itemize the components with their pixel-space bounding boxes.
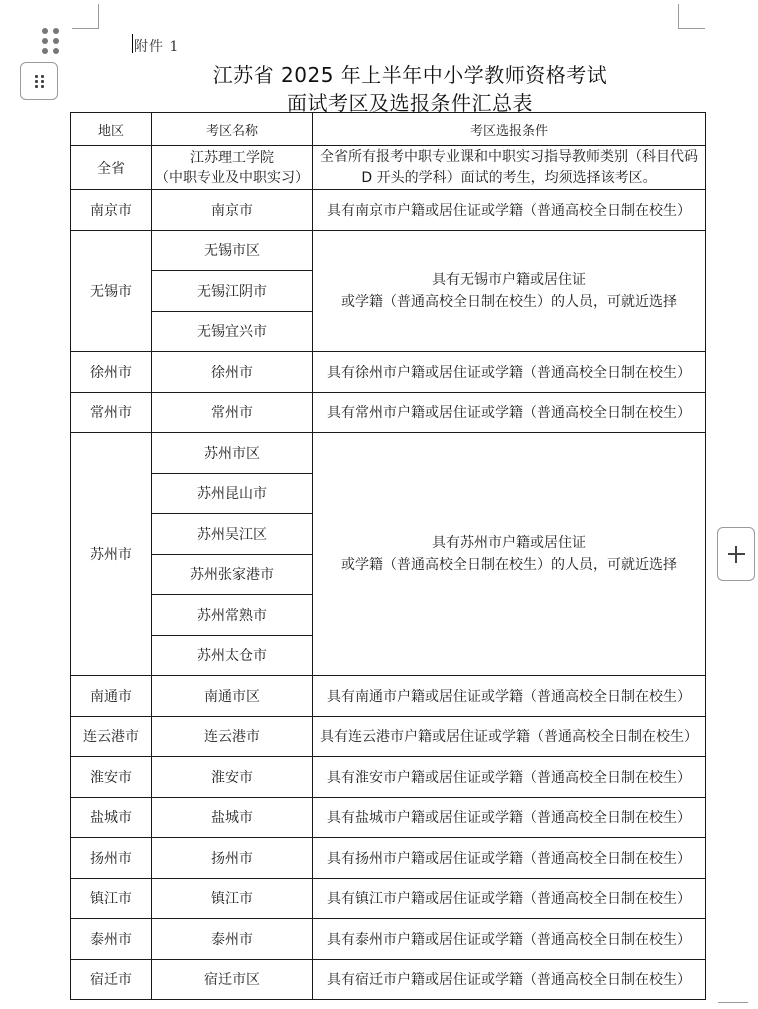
venue-cell: 苏州常熟市	[152, 595, 313, 636]
table-row-xuzhou	[71, 352, 706, 393]
venue-cell: 无锡江阴市	[152, 271, 313, 312]
condition-cell: 具有常州市户籍或居住证或学籍（普通高校全日制在校生）	[313, 392, 706, 433]
venue-cell: 无锡宜兴市	[152, 311, 313, 352]
region-cell: 连云港市	[71, 716, 152, 757]
crop-mark-top-right	[678, 4, 705, 29]
venue-cell: 苏州太仓市	[152, 635, 313, 676]
region-cell: 南京市	[71, 190, 152, 231]
condition-note-line: D 开头的学科）面试的考生，均须选择该考区。	[361, 169, 657, 186]
condition-cell: 具有宿迁市户籍或居住证或学籍（普通高校全日制在校生）	[313, 959, 706, 1000]
venue-cell: 扬州市	[152, 838, 313, 879]
header-venue: 考区名称	[152, 113, 313, 146]
venue-cell: 镇江市	[152, 878, 313, 919]
attachment-label: 附件 1	[134, 39, 180, 55]
document-title-line-2: 面试考区及选报条件汇总表	[287, 91, 533, 115]
venue-cell: 苏州市区	[152, 433, 313, 474]
text-cursor	[132, 34, 133, 53]
venue-cell: 苏州张家港市	[152, 554, 313, 595]
venue-cell: 宿迁市区	[152, 959, 313, 1000]
region-cell: 徐州市	[71, 352, 152, 393]
region-cell: 宿迁市	[71, 959, 152, 1000]
crop-mark-bottom-right	[718, 1002, 748, 1007]
region-cell: 扬州市	[71, 838, 152, 879]
region-cell: 苏州市	[71, 433, 152, 676]
table-row	[71, 919, 706, 960]
region-cell: 南通市	[71, 676, 152, 717]
table-row-changzhou	[71, 392, 706, 433]
condition-cell: 具有连云港市户籍或居住证或学籍（普通高校全日制在校生）	[313, 716, 706, 757]
table-row	[71, 716, 706, 757]
venue-cell: 无锡市区	[152, 230, 313, 271]
drag-dots-icon[interactable]	[40, 26, 64, 56]
condition-cell	[313, 230, 706, 352]
venue-cell: 常州市	[152, 392, 313, 433]
venue-cell: 徐州市	[152, 352, 313, 393]
table-row-wuxi	[71, 230, 706, 271]
venue-cell: 淮安市	[152, 757, 313, 798]
document-title-line-1: 江苏省 2025 年上半年中小学教师资格考试	[212, 63, 608, 87]
venue-line: 江苏理工学院	[190, 149, 274, 166]
table-row	[71, 959, 706, 1000]
condition-line: 或学籍（普通高校全日制在校生）的人员，可就近选择	[341, 557, 677, 573]
header-condition: 考区选报条件	[313, 113, 706, 146]
venue-cell: 泰州市	[152, 919, 313, 960]
condition-cell: 具有徐州市户籍或居住证或学籍（普通高校全日制在校生）	[313, 352, 706, 393]
exam-area-table	[70, 112, 706, 1000]
region-cell: 无锡市	[71, 230, 152, 352]
venue-cell	[152, 146, 313, 190]
venue-line: （中职专业及中职实习）	[155, 169, 309, 186]
table-row	[71, 878, 706, 919]
condition-note-cell	[313, 146, 706, 190]
venue-cell: 苏州吴江区	[152, 514, 313, 555]
region-cell: 淮安市	[71, 757, 152, 798]
condition-line: 具有苏州市户籍或居住证	[432, 535, 586, 551]
venue-cell: 南通市区	[152, 676, 313, 717]
condition-cell: 具有扬州市户籍或居住证或学籍（普通高校全日制在校生）	[313, 838, 706, 879]
region-cell: 常州市	[71, 392, 152, 433]
crop-mark-top-left	[72, 4, 99, 29]
condition-note-line: 全省所有报考中职专业课和中职实习指导教师类别（科目代码	[320, 148, 698, 165]
block-handle-button[interactable]	[20, 62, 58, 100]
region-cell: 盐城市	[71, 797, 152, 838]
condition-cell: 具有淮安市户籍或居住证或学籍（普通高校全日制在校生）	[313, 757, 706, 798]
table-row	[71, 797, 706, 838]
region-cell: 镇江市	[71, 878, 152, 919]
venue-cell: 南京市	[152, 190, 313, 231]
venue-cell: 盐城市	[152, 797, 313, 838]
table-row-suzhou	[71, 433, 706, 474]
condition-line: 具有无锡市户籍或居住证	[432, 271, 586, 288]
table-row	[71, 838, 706, 879]
condition-cell: 具有盐城市户籍或居住证或学籍（普通高校全日制在校生）	[313, 797, 706, 838]
venue-cell: 苏州昆山市	[152, 473, 313, 514]
condition-cell: 具有镇江市户籍或居住证或学籍（普通高校全日制在校生）	[313, 878, 706, 919]
table-row-province	[71, 146, 706, 190]
region-cell: 泰州市	[71, 919, 152, 960]
venue-cell: 连云港市	[152, 716, 313, 757]
condition-cell: 具有南通市户籍或居住证或学籍（普通高校全日制在校生）	[313, 676, 706, 717]
condition-cell	[313, 433, 706, 676]
condition-cell: 具有南京市户籍或居住证或学籍（普通高校全日制在校生）	[313, 190, 706, 231]
add-block-button[interactable]	[717, 527, 755, 581]
condition-cell: 具有泰州市户籍或居住证或学籍（普通高校全日制在校生）	[313, 919, 706, 960]
table-row	[71, 757, 706, 798]
condition-line: 或学籍（普通高校全日制在校生）的人员，可就近选择	[341, 293, 677, 310]
table-row-nanjing	[71, 190, 706, 231]
header-region: 地区	[71, 113, 152, 146]
region-cell: 全省	[71, 146, 152, 190]
table-row	[71, 676, 706, 717]
